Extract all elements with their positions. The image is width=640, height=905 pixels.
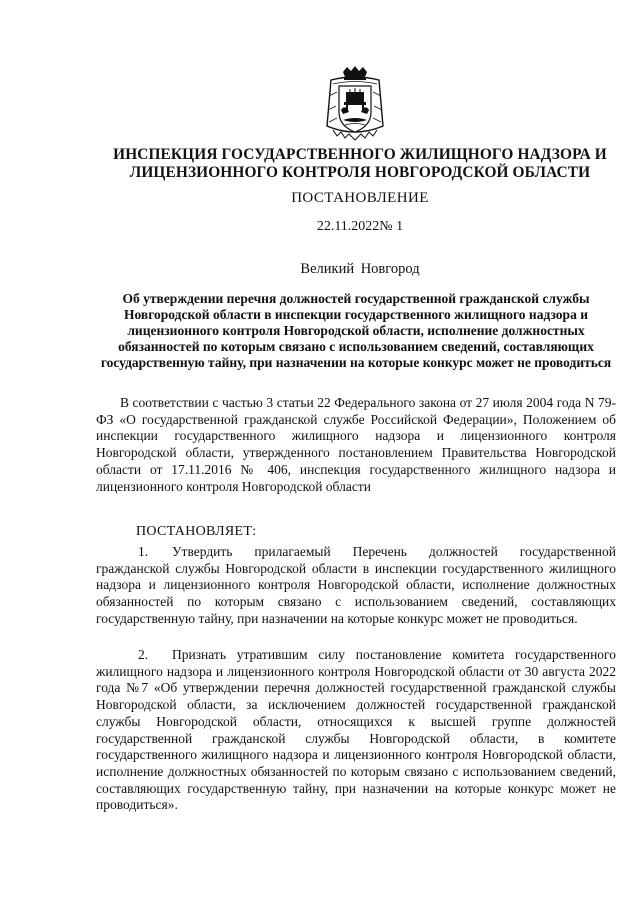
novgorod-coat-of-arms-icon — [323, 66, 387, 142]
organization-name-line-2: ЛИЦЕНЗИОННОГО КОНТРОЛЯ НОВГОРОДСКОЙ ОБЛАСТИ — [129, 164, 591, 181]
document-city: Великий Новгород — [300, 261, 420, 277]
organization-name — [100, 146, 620, 182]
document-date-number: 22.11.2022№ 1 — [316, 219, 404, 234]
resolution-item-1 — [96, 544, 616, 628]
organization-name-line-1: ИНСПЕКЦИЯ ГОСУДАРСТВЕННОГО ЖИЛИЩНОГО НАДЗОРА И — [113, 146, 607, 163]
item-number: 2. — [138, 647, 149, 662]
document-type: ПОСТАНОВЛЕНИЕ — [291, 190, 429, 206]
item-number: 1. — [138, 544, 149, 559]
resolution-item-2 — [96, 647, 616, 814]
document-title: Об утверждении перечня должностей государственной гражданской службы Новгородской области в инспекции государственного жилищного надзора и лицензионного контроля Новгородской области, исполнение должностных обязанностей по которым связано с использованием сведений, составляющих государственную тайну, при назначении на которые конкурс может не проводиться — [100, 291, 612, 370]
item-text: Признать утратившим силу постановление комитета государственного жилищного надзора и лицензионного контроля Новгородской области от 30 августа 2022 года №7 «Об утверждении перечня должностей государственной гражданской службы Новгородской области, за исключением должностей государственной гражданской службы Новгородской области, относящихся к высшей группе должностей государственной гражданской службы Новгородской области, в комитете государственного жилищного надзора и лицензионного контроля Новгородской области, исполнение должностных обязанностей по которым связано с использованием сведений, составляющих государственную тайну, при назначении на которые конкурс может не проводиться». — [96, 647, 616, 813]
item-text: Утвердить прилагаемый Перечень должностей государственной гражданской службы Новгородской области в инспекции государственного жилищного надзора и лицензионного контроля Новгородской области, исполнение должностных обязанностей по которым связано с использованием сведений, составляющих государственную тайну, при назначении на которые конкурс может не проводиться. — [96, 544, 616, 626]
decides-label: ПОСТАНОВЛЯЕТ: — [136, 524, 257, 539]
preamble-paragraph: В соответствии с частью 3 статьи 22 Федерального закона от 27 июля 2004 года N 79-ФЗ «О государственной гражданской службе Российской Федерации», Положением об инспекции государственного жилищного надзора и лицензионного контроля Новгородской области, утвержденного постановлением Правительства Новгородской области от 17.11.2016 № 406, инспекция государственного жилищного надзора и лицензионного контроля Новгородской области — [96, 395, 616, 494]
